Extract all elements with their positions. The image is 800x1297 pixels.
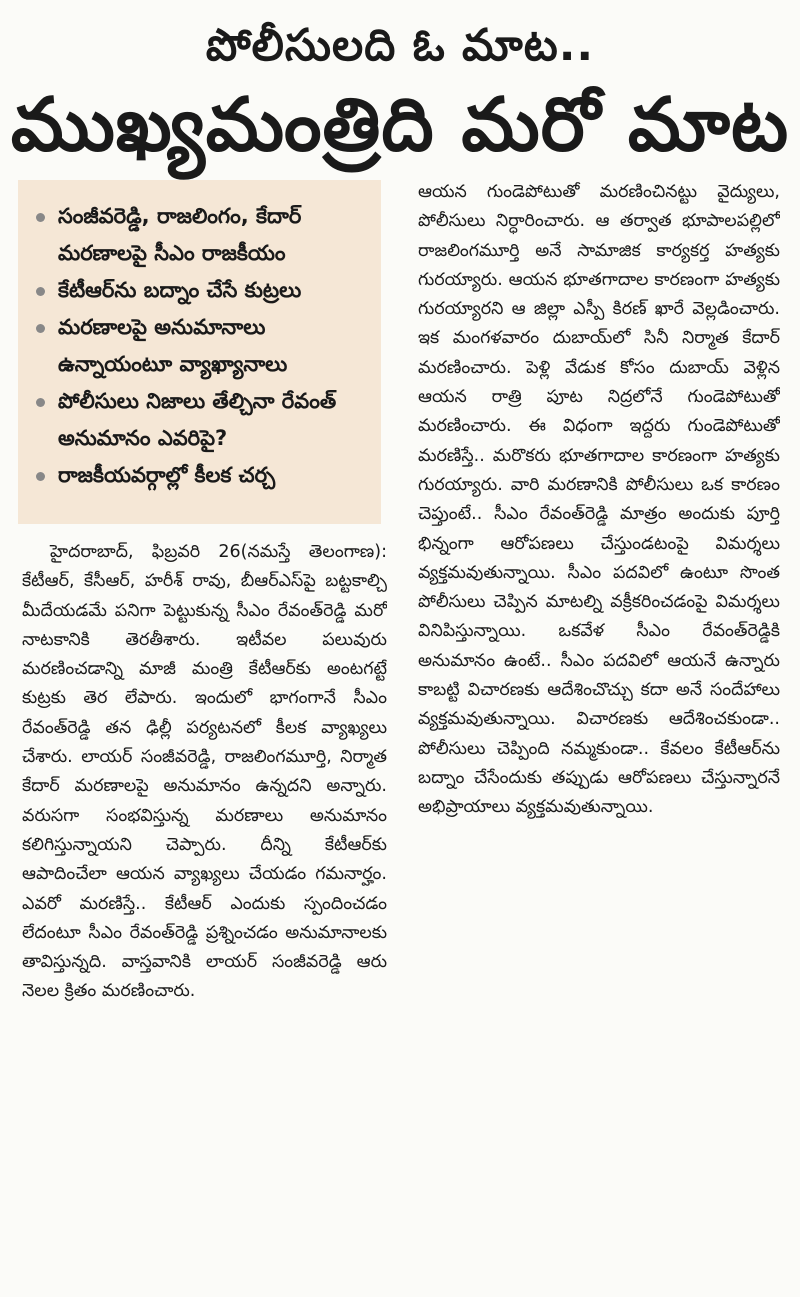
highlight-item: పోలీసులు నిజాలు తేల్చినా రేవంత్ అనుమానం ఎవరిపై? (34, 383, 371, 457)
highlight-item: కేటీఆర్‌ను బద్నాం చేసే కుట్రలు (34, 272, 371, 309)
highlight-item: మరణాలపై అనుమానాలు ఉన్నాయంటూ వ్యాఖ్యానాలు (34, 309, 371, 383)
body-column-left: హైదరాబాద్, ఫిబ్రవరి 26(నమస్తే తెలంగాణ): కేటీఆర్, కేసీఆర్, హరీశ్ రావు, బీఆర్ఎస్‌పై బట్టకాల్చి మీదేయడమే పనిగా పెట్టుకున్న సీఎం రేవంత్‌రెడ్డి మరో నాటకానికి తెరతీశారు. ఇటీవల పలువురు మరణించడాన్ని మాజీ మంత్రి కేటీఆర్‌కు అంటగట్టే కుట్రకు తెర లేపారు. ఇందులో భాగంగానే సీఎం రేవంత్‌రెడ్డి తన ఢిల్లీ పర్యటనలో కీలక వ్యాఖ్యలు చేశారు. లాయర్ సంజీవరెడ్డి, రాజలింగమూర్తి, నిర్మాత కేదార్ మరణాలపై అనుమానం ఉన్నదని అన్నారు. వరుసగా సంభవిస్తున్న మరణాలు అనుమానం కలిగిస్తున్నాయని చెప్పారు. దీన్ని కేటీఆర్‌కు ఆపాదించేలా ఆయన వ్యాఖ్యలు చేయడం గమనార్హం. ఎవరో మరణిస్తే.. కేటీఆర్ ఎందుకు స్పందించడం లేదంటూ సీఎం రేవంత్‌రెడ్డి ప్రశ్నించడం అనుమానాలకు తావిస్తున్నది. వాస్తవానికి లాయర్ సంజీవరెడ్డి ఆరు నెలల క్రితం మరణించారు. (22, 542, 387, 1002)
main-headline: ముఖ్యమంత్రిది మరో మాట (10, 82, 790, 168)
kicker-headline: పోలీసులది ఓ మాట.. (205, 20, 595, 71)
highlight-item: సంజీవరెడ్డి, రాజలింగం, కేదార్ మరణాలపై సీఎం రాజకీయం (34, 198, 371, 272)
highlight-item: రాజకీయవర్గాల్లో కీలక చర్చ (34, 457, 371, 494)
body-column-right: ఆయన గుండెపోటుతో మరణించినట్టు వైద్యులు, పోలీసులు నిర్ధారించారు. ఆ తర్వాత భూపాలపల్లిలో రాజలింగమూర్తి అనే సామాజిక కార్యకర్త హత్యకు గురయ్యారు. ఆయన భూతగాదాల కారణంగా హత్యకు గురయ్యారని ఆ జిల్లా ఎస్పీ కిరణ్ ఖారే వెల్లడించారు. ఇక మంగళవారం దుబాయ్‌లో సినీ నిర్మాత కేదార్ మరణించారు. పెళ్లి వేడుక కోసం దుబాయ్ వెళ్లిన ఆయన రాత్రి పూట నిద్రలోనే గుండెపోటుతో మరణించారు. ఈ విధంగా ఇద్దరు గుండెపోటుతో మరణిస్తే.. మరొకరు భూతగాదాల కారణంగా హత్యకు గురయ్యారు. వారి మరణానికి పోలీసులు ఒక కారణం చెప్తుంటే.. సీఎం రేవంత్‌రెడ్డి మాత్రం అందుకు పూర్తి భిన్నంగా ఆరోపణలు చేస్తుండటంపై విమర్శలు వ్యక్తమవుతున్నాయి. సీఎం పదవిలో ఉంటూ సొంత పోలీసులు చెప్పిన మాటల్ని వక్రీకరించడంపై విమర్శలు వినిపిస్తున్నాయి. ఒకవేళ సీఎం రేవంత్‌రెడ్డికి అనుమానం ఉంటే.. సీఎం పదవిలో ఆయనే ఉన్నారు కాబట్టి విచారణకు ఆదేశించొచ్చు కదా అనే సందేహాలు వ్యక్తమవుతున్నాయి. విచారణకు ఆదేశించకుండా.. పోలీసులు చెప్పింది నమ్మకుండా.. కేవలం కేటీఆర్‌ను బద్నాం చేసేందుకు తప్పుడు ఆరోపణలు చేస్తున్నారనే అభిప్రాయాలు వ్యక్తమవుతున్నాయి. (418, 182, 780, 818)
highlights-box (18, 180, 381, 524)
